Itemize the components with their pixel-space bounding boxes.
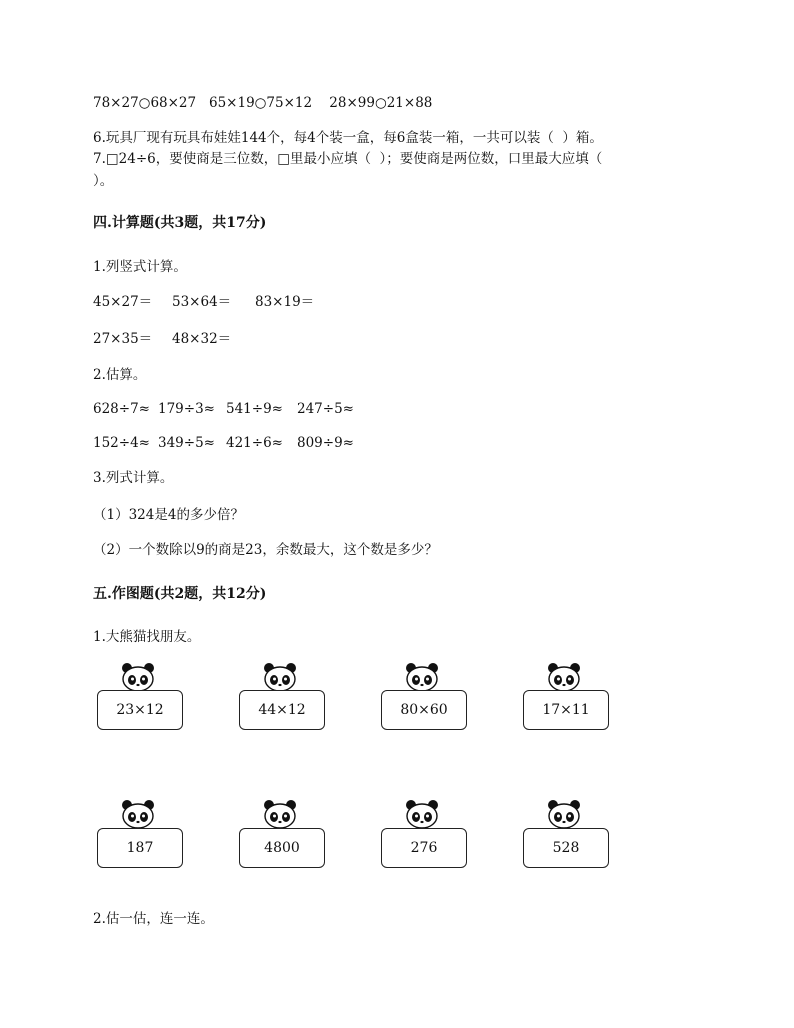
calc-item: 48×32＝ — [172, 331, 232, 347]
calc-item: 53×64＝ — [172, 294, 232, 310]
answer-card[interactable] — [523, 828, 609, 868]
answer-card[interactable] — [97, 828, 183, 868]
calc-item: 45×27＝ — [93, 294, 153, 310]
s4-q1-title: 1.列竖式计算。 — [93, 259, 187, 275]
estimate-item: 541÷9≈ — [226, 401, 283, 417]
panda-icon — [262, 662, 298, 692]
estimate-item: 179÷3≈ — [158, 401, 215, 417]
compare-line: 78×27○68×27 65×19○75×12 28×99○21×88 — [93, 95, 433, 111]
panda-icon — [120, 799, 156, 829]
card-label: 276 — [410, 840, 438, 856]
panda-icon — [404, 662, 440, 692]
estimate-item: 421÷6≈ — [226, 435, 283, 451]
answer-card[interactable] — [381, 828, 467, 868]
expression-card[interactable] — [97, 690, 183, 730]
section-4-title: 四.计算题(共3题，共17分) — [93, 215, 267, 231]
card-label: 23×12 — [116, 702, 164, 718]
s4-q3-title: 3.列式计算。 — [93, 470, 174, 486]
panda-icon — [404, 799, 440, 829]
calc-item: 83×19＝ — [255, 294, 315, 310]
panda-icon — [546, 799, 582, 829]
panda-icon — [546, 662, 582, 692]
card-label: 80×60 — [400, 702, 448, 718]
card-label: 17×11 — [542, 702, 590, 718]
expression-card[interactable] — [381, 690, 467, 730]
estimate-item: 628÷7≈ — [93, 401, 150, 417]
s4-q2-title: 2.估算。 — [93, 367, 147, 383]
s4-q3-sub1: （1）324是4的多少倍？ — [93, 507, 244, 523]
expression-card[interactable] — [239, 690, 325, 730]
panda-icon — [262, 799, 298, 829]
section-5-title: 五.作图题(共2题，共12分) — [93, 586, 267, 602]
s5-q1-title: 1.大熊猫找朋友。 — [93, 629, 201, 645]
estimate-item: 247÷5≈ — [297, 401, 354, 417]
s5-q2-title: 2.估一估，连一连。 — [93, 911, 214, 927]
card-label: 44×12 — [258, 702, 306, 718]
expression-card[interactable] — [523, 690, 609, 730]
estimate-item: 152÷4≈ — [93, 435, 150, 451]
question-7-line2: ）。 — [93, 173, 114, 189]
s4-q3-sub2: （2）一个数除以9的商是23，余数最大，这个数是多少？ — [93, 542, 438, 558]
question-7-line1: 7.□24÷6，要使商是三位数，□里最小应填（ ）；要使商是两位数，口里最大应填（ — [93, 151, 603, 167]
answer-card[interactable] — [239, 828, 325, 868]
card-label: 528 — [552, 840, 580, 856]
question-6: 6.玩具厂现有玩具布娃娃144个，每4个装一盒，每6盒装一箱，一共可以装（ ）箱。 — [93, 130, 603, 146]
estimate-item: 809÷9≈ — [297, 435, 354, 451]
estimate-item: 349÷5≈ — [158, 435, 215, 451]
card-label: 4800 — [264, 840, 300, 856]
card-label: 187 — [126, 840, 154, 856]
panda-icon — [120, 662, 156, 692]
calc-item: 27×35＝ — [93, 331, 153, 347]
